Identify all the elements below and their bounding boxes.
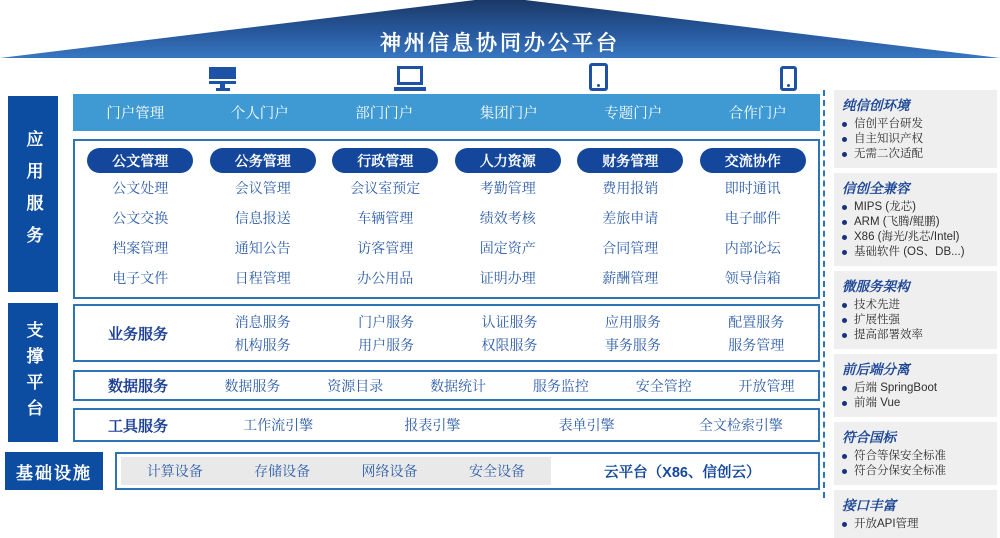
portal-item: 专题门户	[604, 106, 663, 122]
app-item: 差旅申请	[602, 210, 659, 226]
feature-bullet: 后端 SpringBoot	[842, 381, 989, 395]
bullet-dot-icon	[842, 152, 847, 157]
tablet-icon	[588, 61, 608, 91]
laptop-icon	[394, 61, 426, 91]
phone-icon	[779, 61, 797, 91]
service-item: 服务管理	[728, 336, 785, 353]
app-item: 电子邮件	[724, 210, 781, 226]
feature-bullet: 前端 Vue	[842, 396, 989, 410]
feature-bullet: 扩展性强	[842, 313, 989, 327]
app-column-header: 交流协作	[700, 148, 806, 173]
service-item: 安全管控	[635, 377, 692, 394]
feature-bullet: 基础软件 (OS、DB...)	[842, 245, 989, 259]
service-item: 数据统计	[430, 377, 487, 394]
feature-bullet: ARM (飞腾/鲲鹏)	[842, 215, 989, 229]
infra-item: 网络设备	[361, 463, 418, 479]
app-item: 绩效考核	[479, 210, 536, 226]
feature-section	[834, 90, 997, 168]
service-item: 数据服务	[224, 377, 281, 394]
app-item: 档案管理	[112, 240, 169, 256]
portal-item: 集团门户	[479, 106, 538, 122]
feature-title: 前后端分离	[842, 362, 910, 377]
app-item: 考勤管理	[479, 180, 536, 196]
portal-item: 部门门户	[355, 106, 414, 122]
feature-panel	[834, 90, 997, 538]
app-item: 证明办理	[479, 270, 536, 286]
service-item: 表单引擎	[558, 417, 615, 433]
rib-application-services	[8, 96, 58, 292]
app-item: 通知公告	[234, 240, 291, 256]
service-item: 机构服务	[234, 336, 291, 353]
infra-item: 存储设备	[254, 463, 311, 479]
service-item: 报表引擎	[404, 417, 461, 433]
app-item: 费用报销	[602, 180, 659, 196]
row-label: 工具服务	[107, 417, 168, 435]
service-item: 权限服务	[481, 336, 538, 353]
feature-section	[834, 271, 997, 349]
portal-item: 合作门户	[728, 106, 787, 122]
feature-bullet: 技术先进	[842, 298, 989, 312]
tool-services-row	[73, 408, 820, 442]
bullet-dot-icon	[842, 318, 847, 323]
rib-support-platform	[8, 303, 58, 442]
app-item: 薪酬管理	[602, 270, 659, 286]
app-item: 即时通讯	[724, 180, 781, 196]
desktop-icon	[209, 61, 236, 91]
bullet-dot-icon	[842, 401, 847, 406]
infrastructure-row	[115, 452, 820, 490]
service-item: 认证服务	[481, 313, 538, 330]
feature-title: 接口丰富	[842, 498, 896, 513]
app-item: 车辆管理	[357, 210, 414, 226]
portal-bar	[73, 94, 820, 131]
row-label: 数据服务	[107, 378, 168, 395]
app-column	[79, 148, 202, 293]
feature-bullet: 符合等保安全标准	[842, 449, 989, 463]
app-item: 内部论坛	[724, 240, 781, 256]
bullet-dot-icon	[842, 235, 847, 240]
rib-label: 支撑平台	[23, 320, 43, 425]
app-column-header: 财务管理	[577, 148, 683, 173]
feature-section	[834, 354, 997, 417]
feature-bullet: MIPS (龙芯)	[842, 200, 989, 214]
business-services-row	[73, 304, 820, 362]
feature-bullet: 自主知识产权	[842, 132, 989, 146]
feature-section	[834, 490, 997, 538]
app-column-header: 行政管理	[332, 148, 438, 173]
service-item: 配置服务	[728, 313, 785, 330]
app-item: 会议室预定	[350, 180, 421, 196]
app-item: 办公用品	[357, 270, 414, 286]
infrastructure-devices	[121, 457, 551, 485]
service-item: 开放管理	[738, 377, 795, 394]
app-item: 固定资产	[479, 240, 536, 256]
bullet-dot-icon	[842, 386, 847, 391]
vertical-dashed-divider	[823, 90, 825, 498]
service-item: 工作流引擎	[243, 417, 314, 433]
rib-infrastructure	[5, 452, 103, 490]
app-column-header: 公文管理	[87, 148, 193, 173]
app-item: 访客管理	[357, 240, 414, 256]
feature-bullet: X86 (海光/兆芯/Intel)	[842, 230, 989, 244]
app-item: 电子文件	[112, 270, 169, 286]
feature-section	[834, 173, 997, 266]
app-item: 会议管理	[234, 180, 291, 196]
app-item: 日程管理	[234, 270, 291, 286]
service-item: 用户服务	[358, 336, 415, 353]
app-item: 合同管理	[602, 240, 659, 256]
app-item: 公文交换	[112, 210, 169, 226]
service-item: 服务监控	[532, 377, 589, 394]
feature-bullet: 提高部署效率	[842, 328, 989, 342]
bullet-dot-icon	[842, 205, 847, 210]
app-column-header: 人力资源	[455, 148, 561, 173]
feature-title: 信创全兼容	[842, 181, 910, 196]
app-column	[447, 148, 570, 293]
service-item: 消息服务	[234, 313, 291, 330]
feature-title: 纯信创环境	[842, 98, 910, 113]
bullet-dot-icon	[842, 220, 847, 225]
feature-bullet: 无需二次适配	[842, 147, 989, 161]
app-column	[324, 148, 447, 293]
feature-bullet: 开放API管理	[842, 517, 989, 531]
bullet-dot-icon	[842, 454, 847, 459]
row-label: 业务服务	[107, 325, 168, 343]
app-column	[202, 148, 325, 293]
feature-title: 微服务架构	[842, 279, 910, 294]
service-item: 应用服务	[604, 313, 661, 330]
feature-bullet: 符合分保安全标准	[842, 464, 989, 478]
bullet-dot-icon	[842, 469, 847, 474]
service-item: 门户服务	[358, 313, 415, 330]
bullet-dot-icon	[842, 333, 847, 338]
feature-bullet: 信创平台研发	[842, 117, 989, 131]
bullet-dot-icon	[842, 522, 847, 527]
app-column	[692, 148, 815, 293]
service-item: 全文检索引擎	[698, 417, 783, 433]
infra-item: 安全设备	[468, 463, 525, 479]
bullet-dot-icon	[842, 137, 847, 142]
app-item: 领导信箱	[724, 270, 781, 286]
feature-section	[834, 422, 997, 485]
cloud-platform-label: 云平台（X86、信创云）	[604, 464, 761, 481]
service-item: 事务服务	[604, 336, 661, 353]
app-column-header: 公务管理	[210, 148, 316, 173]
bullet-dot-icon	[842, 303, 847, 308]
service-item: 资源目录	[327, 377, 384, 394]
app-item: 信息报送	[234, 210, 291, 226]
app-column	[569, 148, 692, 293]
rib-label: 基础设施	[16, 463, 92, 483]
app-item: 公文处理	[112, 180, 169, 196]
data-services-row	[73, 370, 820, 401]
bullet-dot-icon	[842, 122, 847, 127]
feature-title: 符合国标	[842, 430, 896, 445]
page-title: 神州信息协同办公平台	[380, 32, 620, 55]
application-services-box	[73, 139, 820, 299]
portal-item: 个人门户	[230, 106, 289, 122]
infra-item: 计算设备	[146, 463, 203, 479]
rib-label: 应用服务	[23, 130, 43, 258]
bullet-dot-icon	[842, 250, 847, 255]
portal-item: 门户管理	[106, 106, 165, 122]
